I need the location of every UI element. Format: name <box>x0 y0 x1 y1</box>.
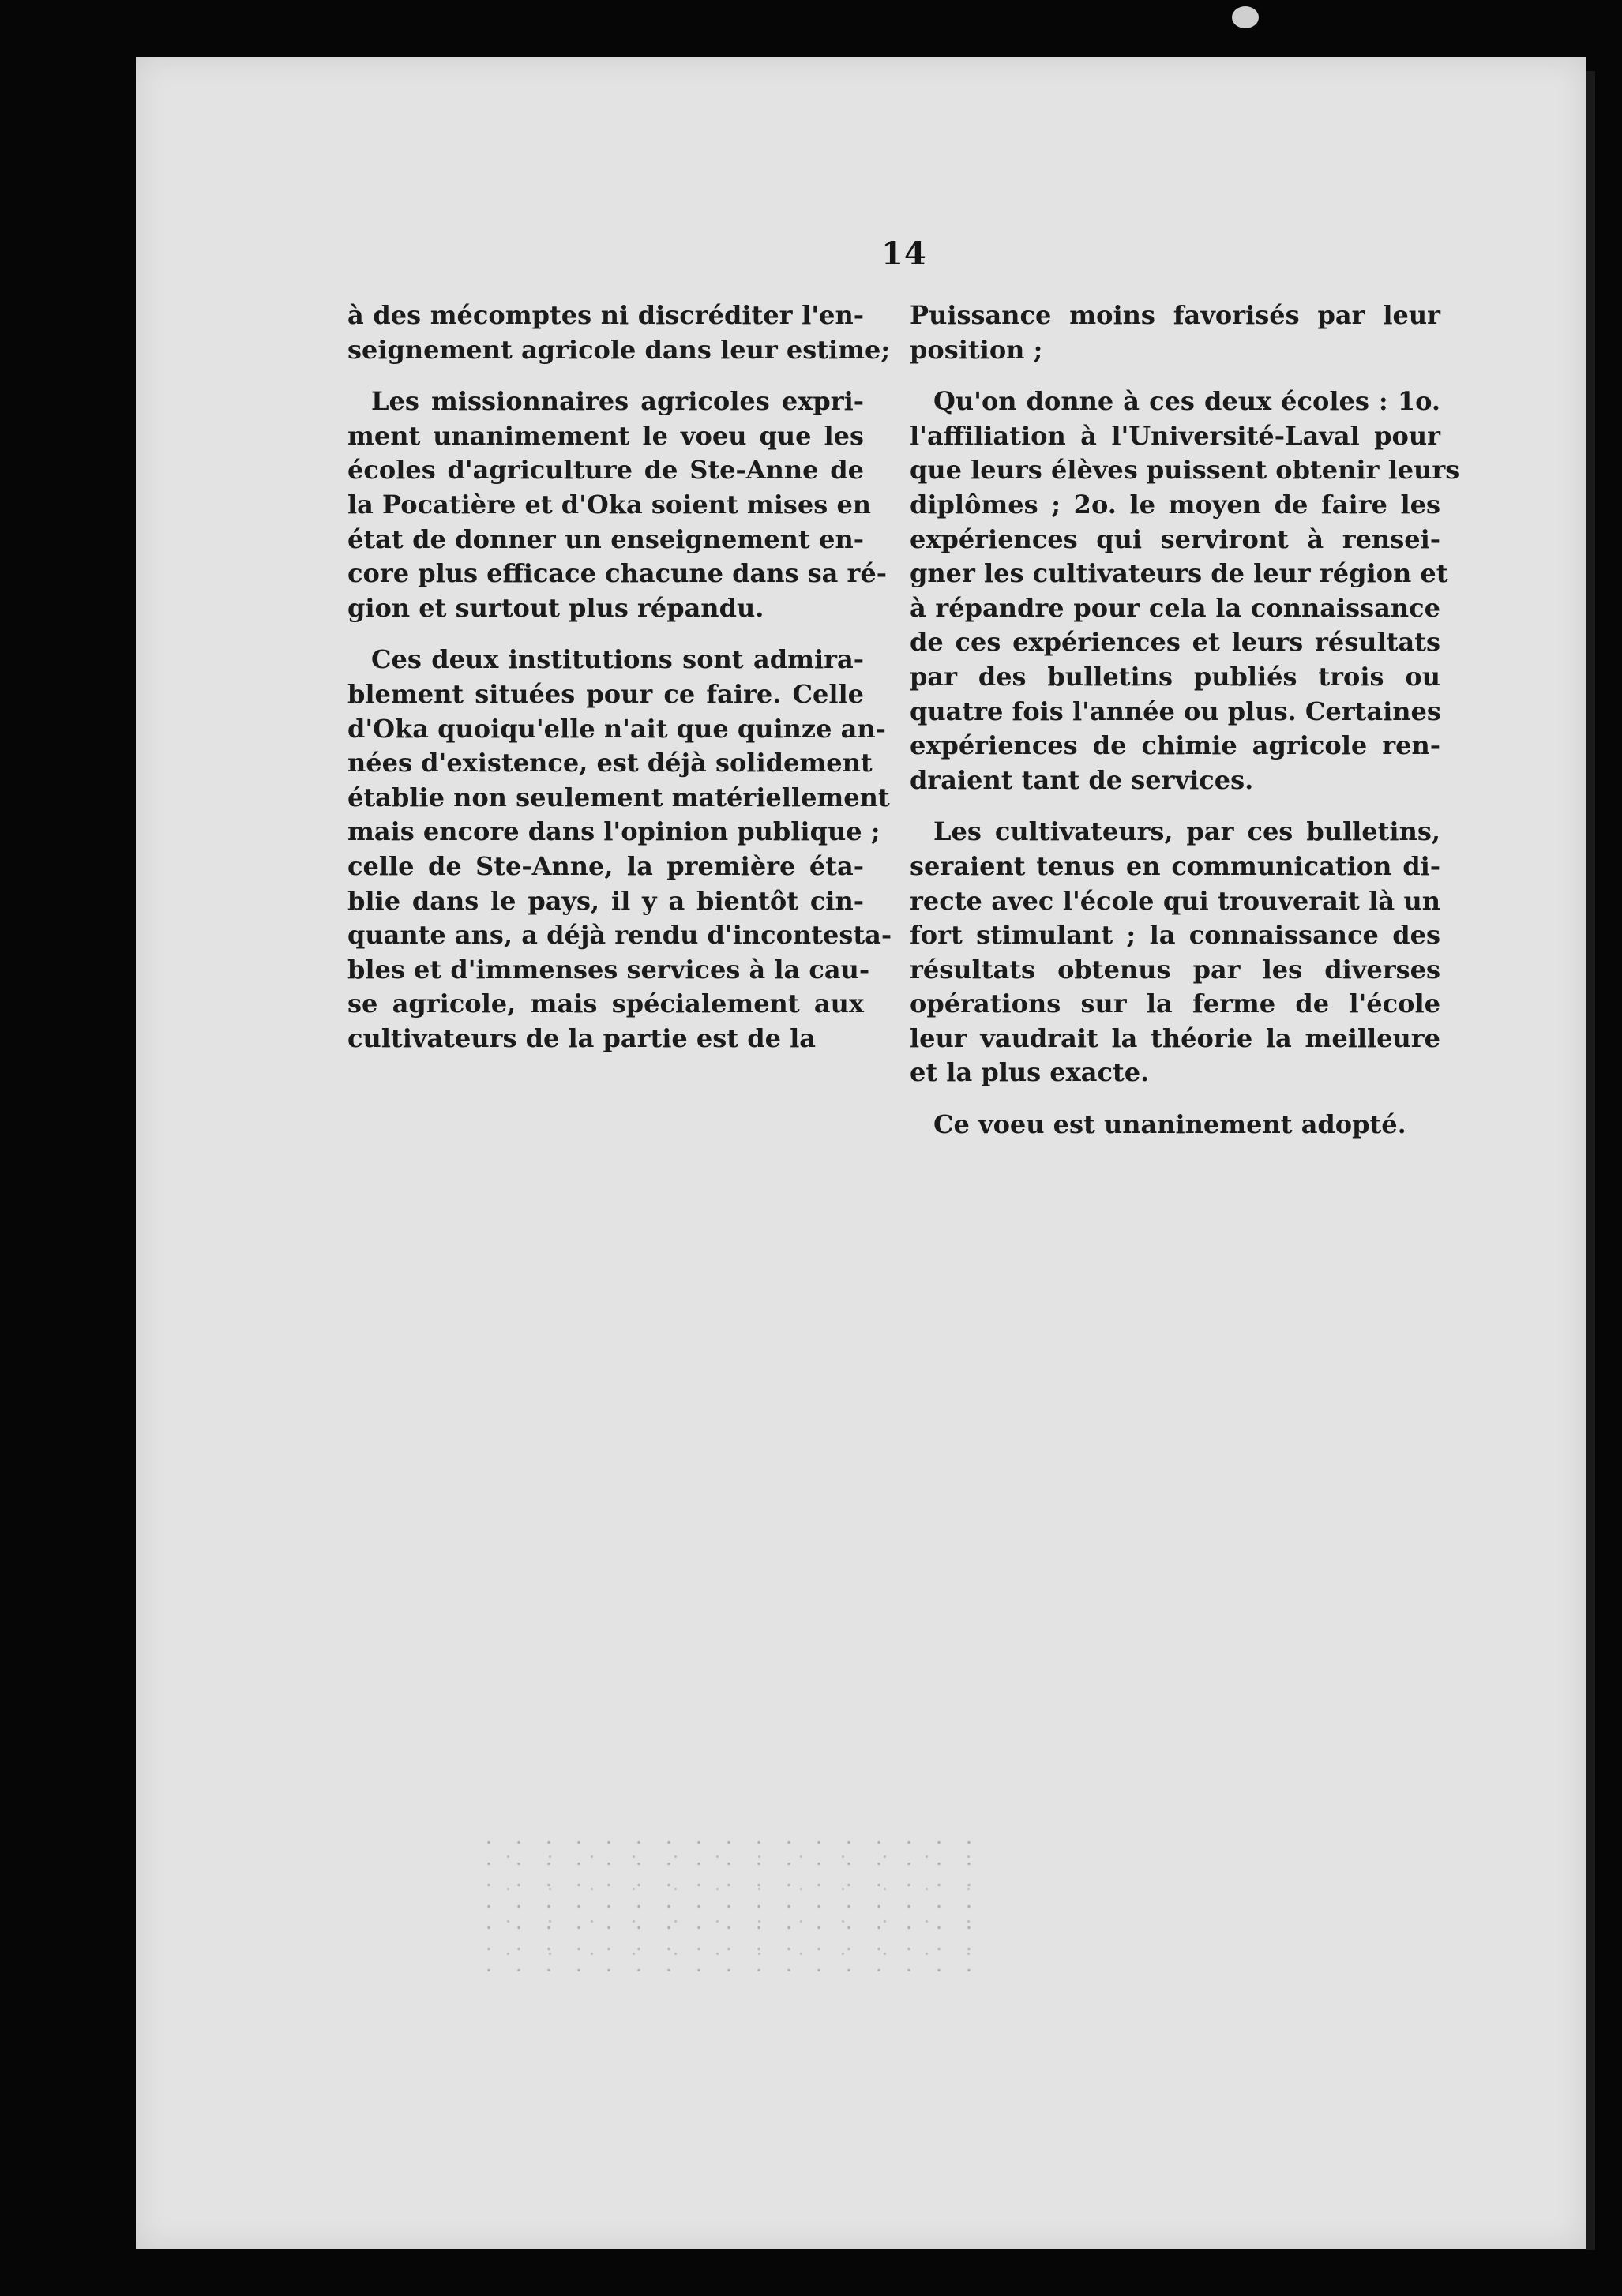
text-line: Qu'on donne à ces deux écoles : 1o. <box>933 386 1440 417</box>
text-line: expériences qui serviront à rensei- <box>910 523 1440 554</box>
text-line: ment unanimement le voeu que les <box>347 420 864 451</box>
text-line: bles et d'immenses services à la cau- <box>347 954 870 985</box>
text-line: Ces deux institutions sont admira- <box>371 644 864 675</box>
text-line: seraient tenus en communication di- <box>910 850 1440 881</box>
text-line: seignement agricole dans leur estime; <box>347 334 891 365</box>
page-edge-shadow <box>1586 71 1595 2250</box>
left-column <box>347 298 892 1056</box>
text-line: recte avec l'école qui trouverait là un <box>910 885 1440 916</box>
paragraph-gap <box>910 797 1440 815</box>
text-line: core plus efficace chacune dans sa ré- <box>347 558 888 589</box>
page-number: 14 <box>881 235 927 272</box>
text-line: diplômes ; 2o. le moyen de faire les <box>910 489 1440 520</box>
text-line: à répandre pour cela la connaissance <box>910 592 1440 623</box>
text-line: Ce voeu est unaninement adopté. <box>933 1109 1406 1140</box>
text-line: par des bulletins publiés trois ou <box>910 661 1440 692</box>
paragraph-gap <box>910 1090 1440 1108</box>
text-line: draient tant de services. <box>910 764 1254 795</box>
paragraph <box>910 1108 1440 1142</box>
paragraph-gap <box>347 367 864 385</box>
text-line: gner les cultivateurs de leur région et <box>910 558 1448 589</box>
text-line: et la plus exacte. <box>910 1057 1150 1088</box>
text-line: blement situées pour ce faire. Celle <box>347 678 864 709</box>
text-line: que leurs élèves puissent obtenir leurs <box>910 455 1460 486</box>
right-column <box>910 298 1460 1142</box>
text-line: Les missionnaires agricoles expri- <box>371 386 864 417</box>
text-line: expériences de chimie agricole ren- <box>910 730 1440 761</box>
text-line: fort stimulant ; la connaissance des <box>910 920 1440 951</box>
text-line: état de donner un enseignement en- <box>347 523 864 554</box>
paragraph <box>910 815 1440 1090</box>
text-line: se agricole, mais spécialement aux <box>347 989 864 1019</box>
text-line: nées d'existence, est déjà solidement <box>347 748 873 778</box>
text-line: la Pocatière et d'Oka soient mises en <box>347 489 872 520</box>
scan-artifact <box>1232 6 1259 28</box>
text-line: l'affiliation à l'Université-Laval pour <box>910 420 1440 451</box>
text-line: celle de Ste-Anne, la première éta- <box>347 850 864 881</box>
paragraph-gap <box>910 367 1440 385</box>
text-line: cultivateurs de la partie est de la <box>347 1022 816 1053</box>
text-line: Les cultivateurs, par ces bulletins, <box>933 816 1440 847</box>
text-line: quatre fois l'année ou plus. Certaines <box>910 696 1441 726</box>
paragraph <box>347 643 892 1056</box>
scan-noise <box>474 1832 979 1974</box>
text-line: écoles d'agriculture de Ste-Anne de <box>347 455 864 486</box>
text-line: résultats obtenus par les diverses <box>910 954 1440 985</box>
text-line: blie dans le pays, il y a bientôt cin- <box>347 885 864 916</box>
text-line: quante ans, a déjà rendu d'incontesta- <box>347 920 892 951</box>
paragraph <box>347 385 888 625</box>
text-line: d'Oka quoiqu'elle n'ait que quinze an- <box>347 713 886 744</box>
text-line: position ; <box>910 334 1043 365</box>
paragraph-gap <box>347 625 864 643</box>
text-line: de ces expériences et leurs résultats <box>910 627 1440 658</box>
text-line: gion et surtout plus répandu. <box>347 592 764 623</box>
text-line: opérations sur la ferme de l'école <box>910 989 1440 1019</box>
paragraph <box>347 298 891 367</box>
text-line: Puissance moins favorisés par leur <box>910 300 1440 330</box>
text-line: leur vaudrait la théorie la meilleure <box>910 1022 1440 1053</box>
text-line: mais encore dans l'opinion publique ; <box>347 816 880 847</box>
text-line: à des mécomptes ni discréditer l'en- <box>347 300 864 330</box>
paragraph <box>910 385 1460 797</box>
paragraph <box>910 298 1440 367</box>
text-line: établie non seulement matériellement <box>347 782 890 812</box>
